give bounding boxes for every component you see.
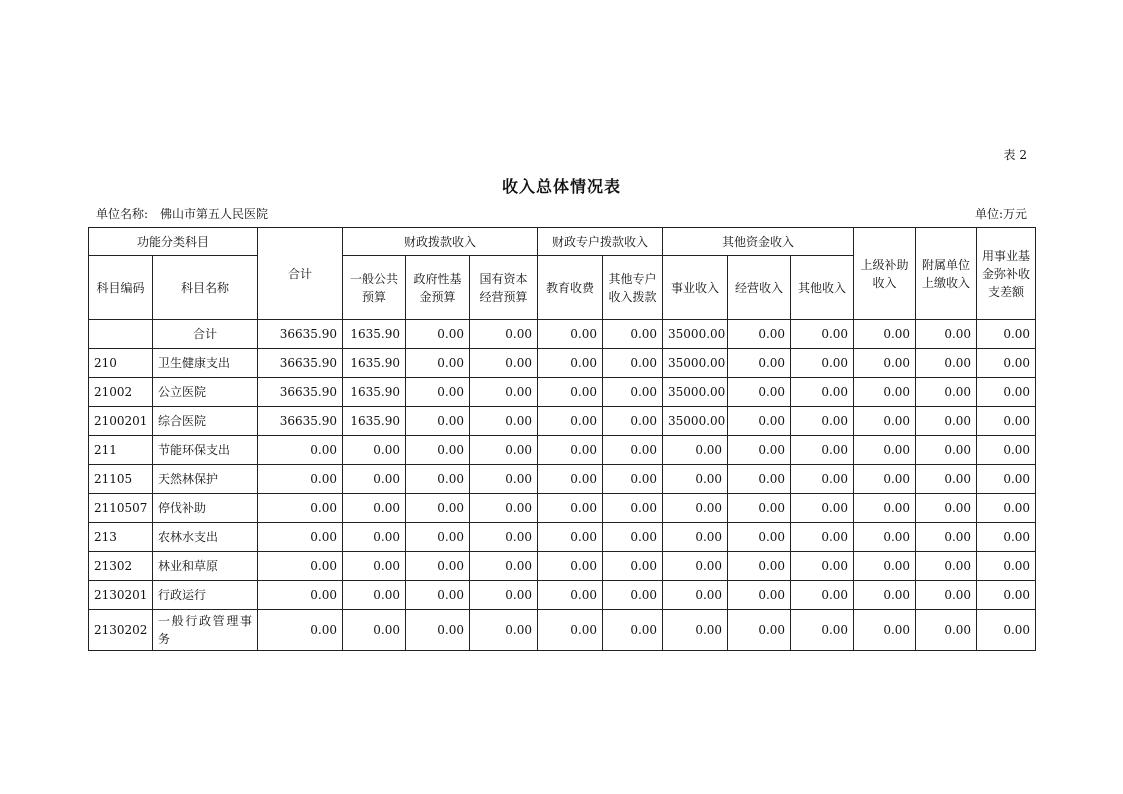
cell-code bbox=[89, 320, 153, 349]
cell-value: 0.00 bbox=[916, 465, 977, 494]
table-row bbox=[89, 407, 1036, 436]
cell-value: 0.00 bbox=[977, 552, 1036, 581]
cell-value: 0.00 bbox=[916, 349, 977, 378]
table-row bbox=[89, 610, 1036, 651]
cell-name: 农林水支出 bbox=[153, 523, 258, 552]
cell-name: 林业和草原 bbox=[153, 552, 258, 581]
header-code: 科目编码 bbox=[89, 256, 153, 320]
cell-value: 0.00 bbox=[538, 552, 603, 581]
header-superior-subsidy: 上级补助收入 bbox=[854, 228, 916, 320]
cell-value: 0.00 bbox=[343, 465, 406, 494]
cell-value: 0.00 bbox=[663, 523, 728, 552]
cell-value: 0.00 bbox=[791, 523, 854, 552]
cell-value: 35000.00 bbox=[663, 407, 728, 436]
cell-value: 0.00 bbox=[470, 552, 538, 581]
cell-value: 0.00 bbox=[538, 494, 603, 523]
cell-value: 0.00 bbox=[728, 349, 791, 378]
cell-value: 0.00 bbox=[343, 494, 406, 523]
cell-value: 36635.90 bbox=[258, 407, 343, 436]
cell-value: 0.00 bbox=[406, 610, 470, 651]
cell-value: 0.00 bbox=[977, 349, 1036, 378]
cell-value: 36635.90 bbox=[258, 349, 343, 378]
income-summary-table bbox=[88, 227, 1036, 651]
cell-value: 0.00 bbox=[663, 465, 728, 494]
header-name: 科目名称 bbox=[153, 256, 258, 320]
cell-value: 0.00 bbox=[538, 320, 603, 349]
table-body bbox=[89, 320, 1036, 651]
table-row bbox=[89, 581, 1036, 610]
cell-value: 0.00 bbox=[603, 523, 663, 552]
cell-code: 210 bbox=[89, 349, 153, 378]
cell-value: 0.00 bbox=[470, 349, 538, 378]
header-affiliated: 附属单位上缴收入 bbox=[916, 228, 977, 320]
unit-name-value: 佛山市第五人民医院 bbox=[160, 207, 269, 221]
header-row-1 bbox=[89, 228, 1036, 256]
cell-value: 0.00 bbox=[728, 407, 791, 436]
cell-value: 0.00 bbox=[538, 581, 603, 610]
header-state-capital: 国有资本经营预算 bbox=[470, 256, 538, 320]
cell-value: 0.00 bbox=[406, 349, 470, 378]
cell-name: 一般行政管理事务 bbox=[153, 610, 258, 651]
cell-value: 0.00 bbox=[791, 407, 854, 436]
cell-value: 0.00 bbox=[977, 494, 1036, 523]
cell-value: 0.00 bbox=[916, 436, 977, 465]
cell-value: 0.00 bbox=[791, 552, 854, 581]
cell-value: 0.00 bbox=[258, 465, 343, 494]
table-number: 表 2 bbox=[1003, 148, 1027, 162]
cell-code: 2110507 bbox=[89, 494, 153, 523]
cell-value: 0.00 bbox=[538, 465, 603, 494]
cell-value: 0.00 bbox=[854, 523, 916, 552]
header-special-group: 财政专户拨款收入 bbox=[538, 228, 663, 256]
cell-value: 0.00 bbox=[470, 320, 538, 349]
cell-value: 0.00 bbox=[728, 320, 791, 349]
header-business-income: 事业收入 bbox=[663, 256, 728, 320]
cell-value: 0.00 bbox=[663, 581, 728, 610]
cell-value: 0.00 bbox=[343, 523, 406, 552]
cell-value: 0.00 bbox=[538, 378, 603, 407]
header-edu-fee: 教育收费 bbox=[538, 256, 603, 320]
cell-value: 0.00 bbox=[791, 320, 854, 349]
cell-value: 0.00 bbox=[663, 552, 728, 581]
cell-value: 0.00 bbox=[470, 436, 538, 465]
cell-value: 0.00 bbox=[603, 610, 663, 651]
cell-value: 0.00 bbox=[258, 610, 343, 651]
cell-value: 0.00 bbox=[603, 581, 663, 610]
cell-value: 0.00 bbox=[663, 494, 728, 523]
cell-value: 0.00 bbox=[603, 407, 663, 436]
cell-value: 0.00 bbox=[470, 610, 538, 651]
cell-value: 35000.00 bbox=[663, 320, 728, 349]
cell-value: 0.00 bbox=[854, 349, 916, 378]
cell-value: 0.00 bbox=[854, 552, 916, 581]
cell-value: 0.00 bbox=[854, 581, 916, 610]
cell-value: 0.00 bbox=[728, 465, 791, 494]
cell-value: 1635.90 bbox=[343, 407, 406, 436]
cell-value: 0.00 bbox=[916, 407, 977, 436]
cell-value: 0.00 bbox=[977, 581, 1036, 610]
cell-value: 0.00 bbox=[916, 610, 977, 651]
cell-value: 0.00 bbox=[663, 610, 728, 651]
cell-value: 1635.90 bbox=[343, 349, 406, 378]
cell-value: 0.00 bbox=[343, 436, 406, 465]
header-general-budget: 一般公共预算 bbox=[343, 256, 406, 320]
table-row bbox=[89, 378, 1036, 407]
cell-name: 停伐补助 bbox=[153, 494, 258, 523]
cell-value: 0.00 bbox=[916, 552, 977, 581]
cell-value: 0.00 bbox=[406, 581, 470, 610]
cell-code: 21002 bbox=[89, 378, 153, 407]
cell-value: 35000.00 bbox=[663, 378, 728, 407]
cell-value: 0.00 bbox=[470, 494, 538, 523]
header-fiscal-group: 财政拨款收入 bbox=[343, 228, 538, 256]
unit-name-line bbox=[96, 205, 268, 222]
cell-value: 0.00 bbox=[406, 465, 470, 494]
cell-value: 0.00 bbox=[406, 320, 470, 349]
table-row bbox=[89, 320, 1036, 349]
cell-code: 2130201 bbox=[89, 581, 153, 610]
cell-value: 0.00 bbox=[603, 378, 663, 407]
cell-value: 0.00 bbox=[603, 552, 663, 581]
cell-value: 0.00 bbox=[343, 610, 406, 651]
cell-value: 0.00 bbox=[854, 407, 916, 436]
cell-value: 0.00 bbox=[854, 378, 916, 407]
cell-value: 0.00 bbox=[258, 552, 343, 581]
header-func-group: 功能分类科目 bbox=[89, 228, 258, 256]
cell-value: 0.00 bbox=[916, 320, 977, 349]
cell-value: 0.00 bbox=[916, 523, 977, 552]
cell-value: 0.00 bbox=[343, 581, 406, 610]
table-row bbox=[89, 465, 1036, 494]
cell-name: 天然林保护 bbox=[153, 465, 258, 494]
cell-value: 0.00 bbox=[791, 465, 854, 494]
cell-value: 0.00 bbox=[603, 436, 663, 465]
cell-value: 0.00 bbox=[728, 523, 791, 552]
cell-name: 行政运行 bbox=[153, 581, 258, 610]
cell-value: 0.00 bbox=[603, 494, 663, 523]
cell-value: 0.00 bbox=[728, 610, 791, 651]
cell-value: 0.00 bbox=[977, 610, 1036, 651]
cell-code: 2130202 bbox=[89, 610, 153, 651]
cell-value: 0.00 bbox=[603, 465, 663, 494]
cell-value: 0.00 bbox=[470, 407, 538, 436]
cell-code: 21302 bbox=[89, 552, 153, 581]
cell-value: 0.00 bbox=[916, 581, 977, 610]
cell-value: 0.00 bbox=[470, 581, 538, 610]
cell-value: 1635.90 bbox=[343, 378, 406, 407]
cell-value: 0.00 bbox=[728, 581, 791, 610]
cell-code: 21105 bbox=[89, 465, 153, 494]
table-row bbox=[89, 523, 1036, 552]
cell-value: 0.00 bbox=[406, 523, 470, 552]
table-row bbox=[89, 436, 1036, 465]
cell-value: 0.00 bbox=[791, 610, 854, 651]
cell-value: 0.00 bbox=[977, 320, 1036, 349]
cell-value: 0.00 bbox=[470, 378, 538, 407]
header-gov-fund: 政府性基金预算 bbox=[406, 256, 470, 320]
cell-value: 0.00 bbox=[258, 436, 343, 465]
header-fund-offset: 用事业基金弥补收支差额 bbox=[977, 228, 1036, 320]
cell-code: 213 bbox=[89, 523, 153, 552]
table-row bbox=[89, 349, 1036, 378]
cell-value: 0.00 bbox=[854, 436, 916, 465]
cell-value: 0.00 bbox=[538, 610, 603, 651]
cell-value: 0.00 bbox=[470, 465, 538, 494]
cell-value: 0.00 bbox=[791, 436, 854, 465]
cell-value: 0.00 bbox=[470, 523, 538, 552]
cell-value: 0.00 bbox=[603, 320, 663, 349]
cell-name: 综合医院 bbox=[153, 407, 258, 436]
cell-value: 35000.00 bbox=[663, 349, 728, 378]
cell-value: 0.00 bbox=[663, 436, 728, 465]
cell-value: 0.00 bbox=[854, 465, 916, 494]
cell-value: 0.00 bbox=[977, 407, 1036, 436]
header-operating-income: 经营收入 bbox=[728, 256, 791, 320]
cell-value: 0.00 bbox=[538, 349, 603, 378]
cell-value: 0.00 bbox=[406, 494, 470, 523]
cell-value: 0.00 bbox=[538, 436, 603, 465]
cell-value: 0.00 bbox=[728, 378, 791, 407]
unit-name-label: 单位名称: bbox=[96, 207, 149, 221]
cell-value: 36635.90 bbox=[258, 378, 343, 407]
header-other-income: 其他收入 bbox=[791, 256, 854, 320]
cell-value: 0.00 bbox=[343, 552, 406, 581]
cell-value: 0.00 bbox=[406, 436, 470, 465]
cell-value: 0.00 bbox=[916, 378, 977, 407]
cell-value: 0.00 bbox=[916, 494, 977, 523]
cell-value: 0.00 bbox=[538, 407, 603, 436]
cell-code: 2100201 bbox=[89, 407, 153, 436]
currency-unit: 单位:万元 bbox=[974, 207, 1027, 221]
cell-value: 0.00 bbox=[538, 523, 603, 552]
cell-value: 0.00 bbox=[854, 494, 916, 523]
header-other-group: 其他资金收入 bbox=[663, 228, 854, 256]
cell-value: 0.00 bbox=[258, 581, 343, 610]
cell-code: 211 bbox=[89, 436, 153, 465]
cell-value: 0.00 bbox=[791, 378, 854, 407]
cell-value: 0.00 bbox=[977, 523, 1036, 552]
cell-value: 0.00 bbox=[791, 494, 854, 523]
header-other-special: 其他专户收入拨款 bbox=[603, 256, 663, 320]
cell-value: 0.00 bbox=[728, 436, 791, 465]
cell-value: 0.00 bbox=[791, 581, 854, 610]
cell-value: 0.00 bbox=[791, 349, 854, 378]
cell-value: 0.00 bbox=[258, 494, 343, 523]
table-row bbox=[89, 552, 1036, 581]
cell-value: 0.00 bbox=[854, 320, 916, 349]
cell-value: 0.00 bbox=[258, 523, 343, 552]
cell-value: 0.00 bbox=[406, 378, 470, 407]
page-title: 收入总体情况表 bbox=[501, 177, 621, 196]
cell-name: 节能环保支出 bbox=[153, 436, 258, 465]
cell-name: 卫生健康支出 bbox=[153, 349, 258, 378]
cell-value: 1635.90 bbox=[343, 320, 406, 349]
cell-value: 0.00 bbox=[603, 349, 663, 378]
cell-name: 合计 bbox=[153, 320, 258, 349]
cell-value: 36635.90 bbox=[258, 320, 343, 349]
table-row bbox=[89, 494, 1036, 523]
cell-value: 0.00 bbox=[977, 436, 1036, 465]
cell-value: 0.00 bbox=[977, 378, 1036, 407]
cell-name: 公立医院 bbox=[153, 378, 258, 407]
cell-value: 0.00 bbox=[406, 407, 470, 436]
cell-value: 0.00 bbox=[728, 494, 791, 523]
header-total: 合计 bbox=[258, 228, 343, 320]
cell-value: 0.00 bbox=[728, 552, 791, 581]
cell-value: 0.00 bbox=[854, 610, 916, 651]
cell-value: 0.00 bbox=[977, 465, 1036, 494]
cell-value: 0.00 bbox=[406, 552, 470, 581]
